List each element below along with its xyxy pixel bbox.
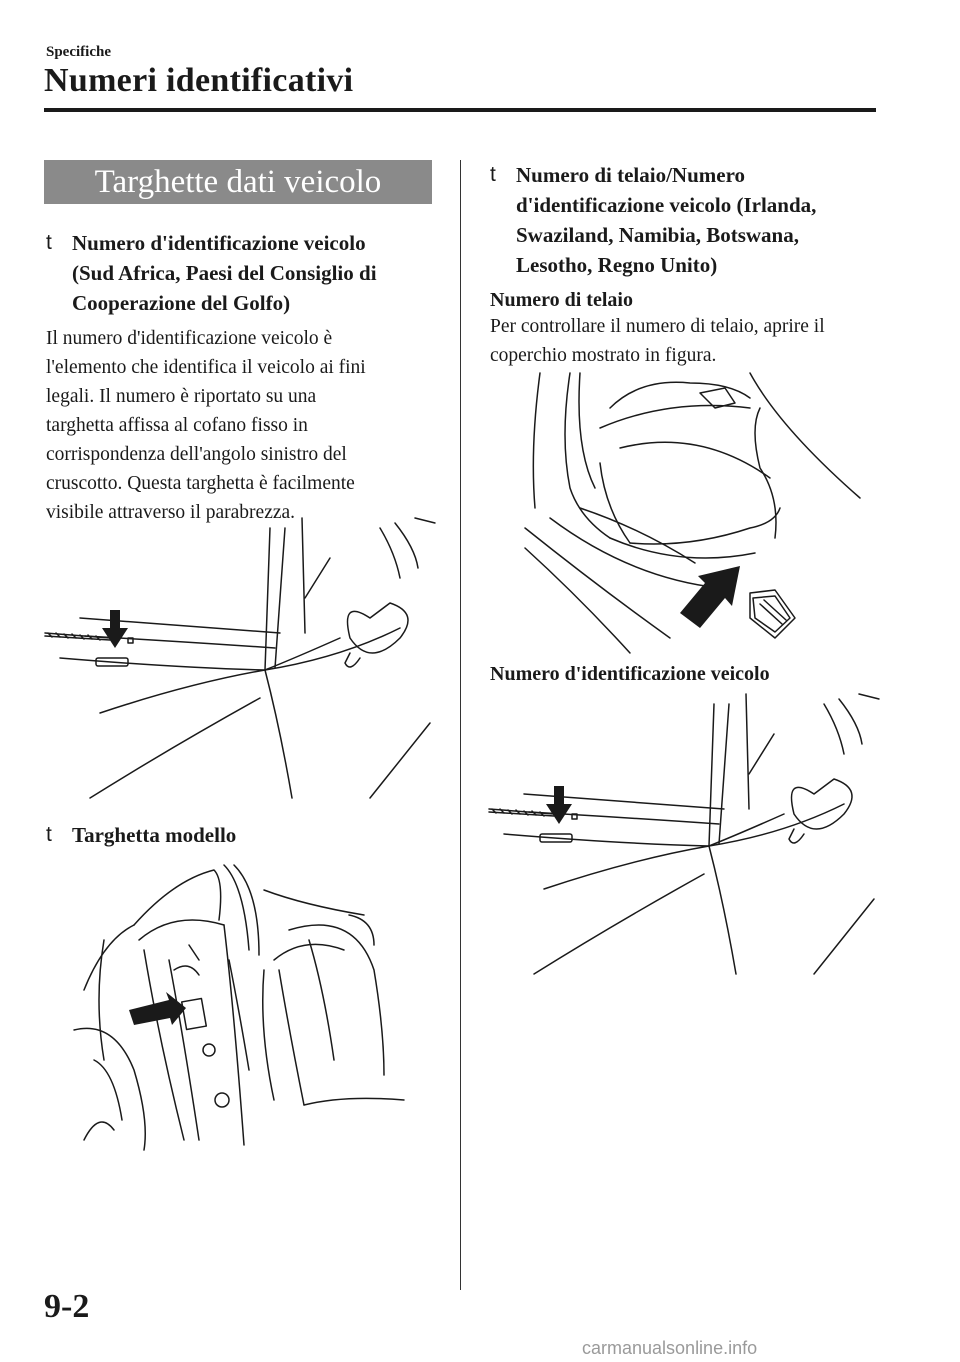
bullet-marker: t [490, 163, 496, 186]
bullet-marker: t [46, 823, 52, 846]
page-number: 9-2 [44, 1288, 90, 1325]
bullet-line: d'identificazione veicolo (Irlanda, [516, 193, 817, 217]
vin-paragraph [46, 324, 446, 527]
paragraph-line: Per controllare il numero di telaio, aprire il [490, 316, 825, 337]
paragraph-line: l'elemento che identifica il veicolo ai fini [46, 357, 366, 378]
bullet-marker: t [46, 231, 52, 254]
model-plate-illustration [74, 860, 414, 1150]
vin-plate-illustration-left [40, 508, 450, 808]
watermark: carmanualsonline.info [582, 1338, 758, 1358]
title-rule [44, 108, 876, 112]
bullet-line: Targhetta modello [72, 823, 237, 847]
bullet-model-plate [46, 820, 237, 850]
bullet-vin-heading [46, 228, 442, 318]
chassis-paragraph [490, 312, 880, 370]
paragraph-line: corrispondenza dell'angolo sinistro del [46, 444, 347, 465]
paragraph-line: Il numero d'identificazione veicolo è [46, 328, 333, 349]
paragraph-line: cruscotto. Questa targhetta è facilmente [46, 473, 355, 494]
bullet-line: (Sud Africa, Paesi del Consiglio di [72, 261, 377, 285]
vin-plate-illustration-right [484, 684, 894, 984]
chassis-cover-illustration [520, 368, 870, 658]
paragraph-line: targhetta affissa al cofano fisso in [46, 415, 308, 436]
vin-heading-right: Numero d'identificazione veicolo [490, 663, 770, 685]
paragraph-line: coperchio mostrato in figura. [490, 345, 717, 366]
paragraph-line: legali. Il numero è riportato su una [46, 386, 317, 407]
column-divider [460, 160, 461, 1290]
bullet-line: Numero d'identificazione veicolo [72, 231, 366, 255]
bullet-line: Swaziland, Namibia, Botswana, [516, 223, 799, 247]
page-title: Numeri identificativi [44, 62, 354, 99]
paragraph-line: visibile attraverso il parabrezza. [46, 502, 296, 523]
section-label: Specifiche [46, 44, 111, 60]
bullet-chassis-vin [490, 160, 876, 280]
section-banner: Targhette dati veicolo [44, 160, 432, 204]
chassis-heading: Numero di telaio [490, 289, 633, 311]
bullet-line: Lesotho, Regno Unito) [516, 253, 718, 277]
bullet-line: Numero di telaio/Numero [516, 163, 746, 187]
bullet-line: Cooperazione del Golfo) [72, 291, 291, 315]
